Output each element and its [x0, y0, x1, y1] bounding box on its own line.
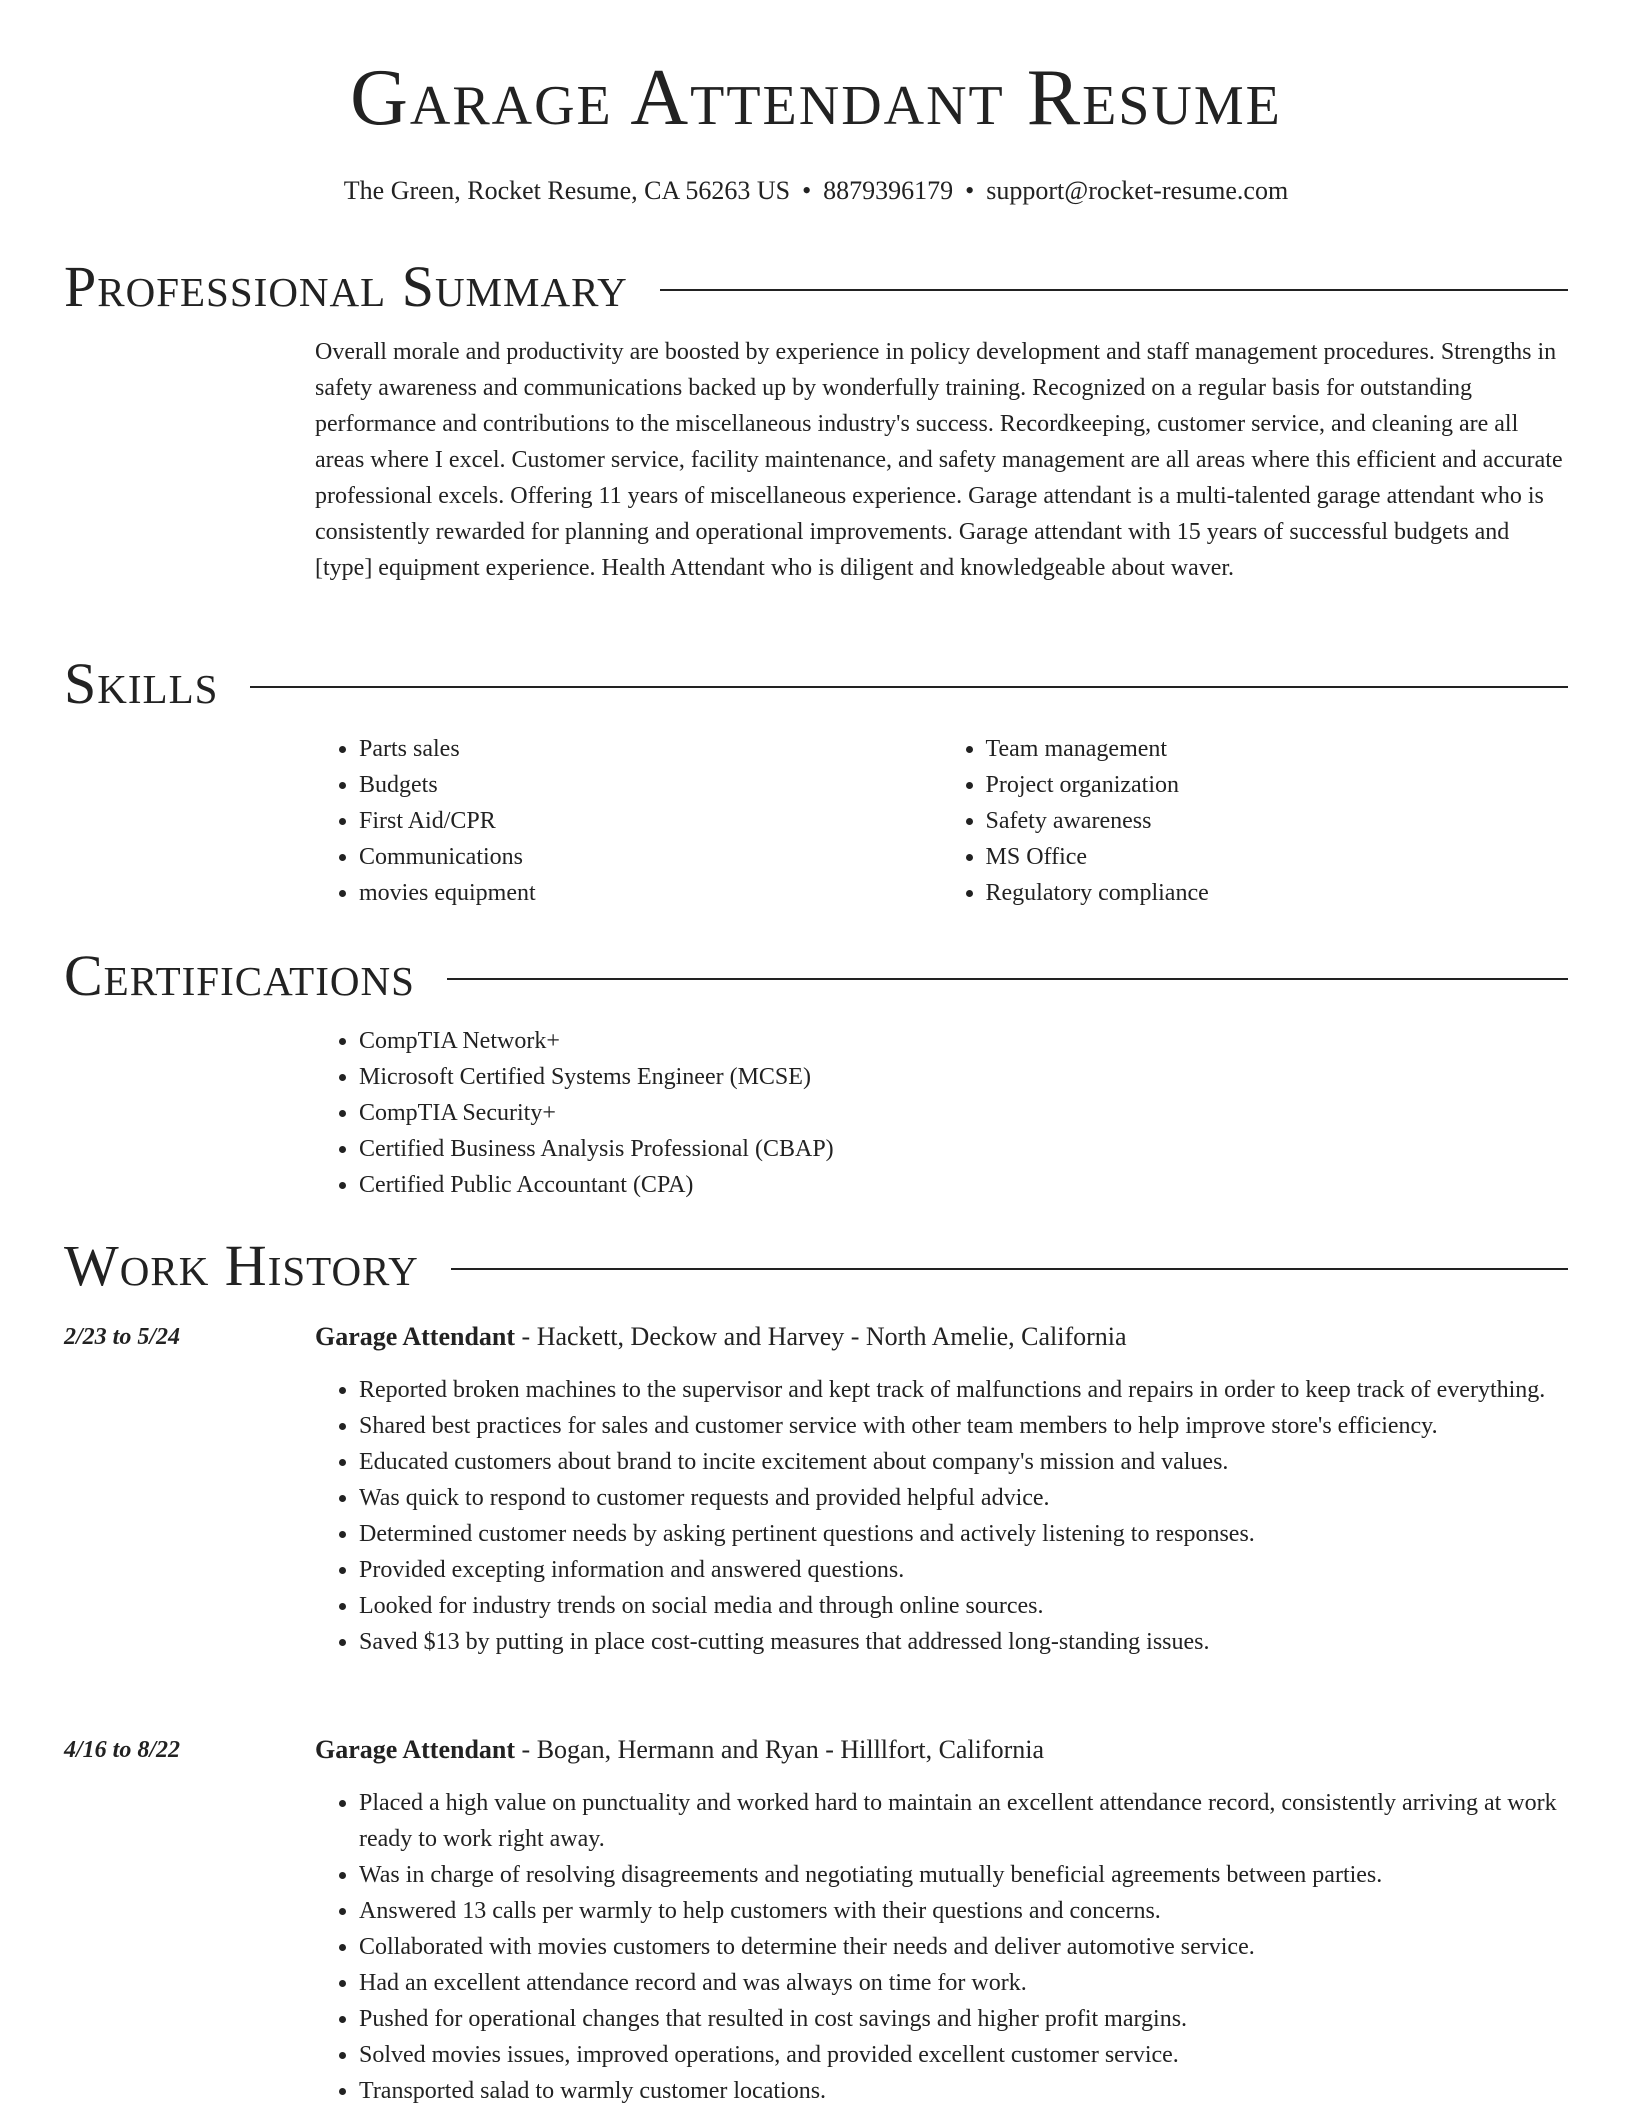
- skill-item: • Parts sales: [359, 731, 942, 767]
- skill-item: • Budgets: [359, 767, 942, 803]
- section-header-work-history: [64, 1233, 1568, 1298]
- job-bullet: • Was in charge of resolving disagreements and negotiating mutually beneficial agreements between parties.: [359, 1857, 1568, 1893]
- job-employer: - Hackett, Deckow and Harvey - North Amelie, California: [515, 1322, 1127, 1351]
- job-bullet: • Reported broken machines to the supervisor and kept track of malfunctions and repairs in order to keep track of everything.: [359, 1372, 1568, 1408]
- contact-address: The Green, Rocket Resume, CA 56263 US: [343, 176, 791, 205]
- job-bullet: • Provided excepting information and answered questions.: [359, 1552, 1568, 1588]
- section-divider: [660, 289, 1568, 291]
- skills-list-right: [942, 731, 1569, 911]
- skill-item: • First Aid/CPR: [359, 803, 942, 839]
- job-bullet: • Answered 13 calls per warmly to help customers with their questions and concerns.: [359, 1893, 1568, 1929]
- contact-phone: 8879396179: [823, 176, 954, 205]
- section-divider: [447, 978, 1568, 980]
- skill-item: • Communications: [359, 839, 942, 875]
- job-dates: 4/16 to 8/22: [64, 1737, 181, 1763]
- job-bullet: • Transported salad to warmly customer locations.: [359, 2073, 1568, 2109]
- contact-email[interactable]: support@rocket-resume.com: [986, 176, 1289, 205]
- section-divider: [250, 686, 1568, 688]
- section-title-certifications: Certifications: [64, 943, 415, 1008]
- certification-item: • CompTIA Network+: [359, 1023, 1568, 1059]
- skill-item: • Project organization: [986, 767, 1569, 803]
- job-dates: 2/23 to 5/24: [64, 1324, 181, 1350]
- skill-item: • movies equipment: [359, 875, 942, 911]
- section-title-work-history: Work History: [64, 1233, 419, 1298]
- summary-paragraph: Overall morale and productivity are boosted by experience in policy development and staff management procedures. Strengths in safety awareness and communications backed up by wonderfully training. Recognized on a regular basis for outstanding performance and contributions to the miscellaneous industry's success. Recordkeeping, customer service, and cleaning are all areas where I excel. Customer service, facility maintenance, and safety management are all areas where this efficient and accurate professional excels. Offering 11 years of miscellaneous experience. Garage attendant is a multi-talented garage attendant who is consistently rewarded for planning and operational improvements. Garage attendant with 15 years of successful budgets and [type] equipment experience. Health Attendant who is diligent and knowledgeable about waver.: [315, 339, 1563, 581]
- job-bullet: • Placed a high value on punctuality and worked hard to maintain an excellent attendance record, consistently arriving at work ready to work right away.: [359, 1785, 1568, 1857]
- job-bullet: • Shared best practices for sales and customer service with other team members to help improve store's efficiency.: [359, 1408, 1568, 1444]
- skill-item: • Regulatory compliance: [986, 875, 1569, 911]
- certifications-block: [315, 1023, 1568, 1203]
- skill-item: • MS Office: [986, 839, 1569, 875]
- skill-item: • Team management: [986, 731, 1569, 767]
- job-entry: [315, 1319, 1568, 1660]
- job-bullet: • Was quick to respond to customer requests and provided helpful advice.: [359, 1480, 1568, 1516]
- job-bullet: • Saved $13 by putting in place cost-cutting measures that addressed long-standing issues.: [359, 1624, 1568, 1660]
- section-header-skills: [64, 651, 1568, 716]
- job-entry: [315, 1732, 1568, 2109]
- section-title-summary: Professional Summary: [64, 254, 628, 319]
- job-bullet: • Pushed for operational changes that resulted in cost savings and higher profit margins.: [359, 2001, 1568, 2037]
- certification-item: • CompTIA Security+: [359, 1095, 1568, 1131]
- skills-columns: [315, 731, 1568, 911]
- section-title-skills: Skills: [64, 651, 219, 716]
- section-divider: [451, 1268, 1568, 1270]
- resume-title: Garage Attendant Resume: [350, 54, 1282, 142]
- job-employer: - Bogan, Hermann and Ryan - Hilllfort, California: [515, 1735, 1044, 1764]
- job-heading: [315, 1732, 1568, 1768]
- section-header-summary: [64, 254, 1568, 319]
- job-title: Garage Attendant: [315, 1735, 516, 1764]
- section-header-certifications: [64, 943, 1568, 1008]
- certifications-list: [315, 1023, 1568, 1203]
- job-bullet: • Educated customers about brand to incite excitement about company's mission and values.: [359, 1444, 1568, 1480]
- job-heading: [315, 1319, 1568, 1355]
- separator-dot: •: [965, 176, 975, 205]
- job-bullet: • Determined customer needs by asking pertinent questions and actively listening to responses.: [359, 1516, 1568, 1552]
- job-bullets: [315, 1785, 1568, 2109]
- certification-item: • Certified Public Accountant (CPA): [359, 1167, 1568, 1203]
- skill-item: • Safety awareness: [986, 803, 1569, 839]
- skills-list-left: [315, 731, 942, 911]
- job-bullets: [315, 1372, 1568, 1660]
- certification-item: • Microsoft Certified Systems Engineer (MCSE): [359, 1059, 1568, 1095]
- contact-line: [0, 176, 1632, 206]
- job-title: Garage Attendant: [315, 1322, 516, 1351]
- job-bullet: • Collaborated with movies customers to determine their needs and deliver automotive service.: [359, 1929, 1568, 1965]
- certification-item: • Certified Business Analysis Professional (CBAP): [359, 1131, 1568, 1167]
- job-bullet: • Looked for industry trends on social media and through online sources.: [359, 1588, 1568, 1624]
- job-bullet: • Had an excellent attendance record and was always on time for work.: [359, 1965, 1568, 2001]
- job-bullet: • Solved movies issues, improved operations, and provided excellent customer service.: [359, 2037, 1568, 2073]
- separator-dot: •: [802, 176, 812, 205]
